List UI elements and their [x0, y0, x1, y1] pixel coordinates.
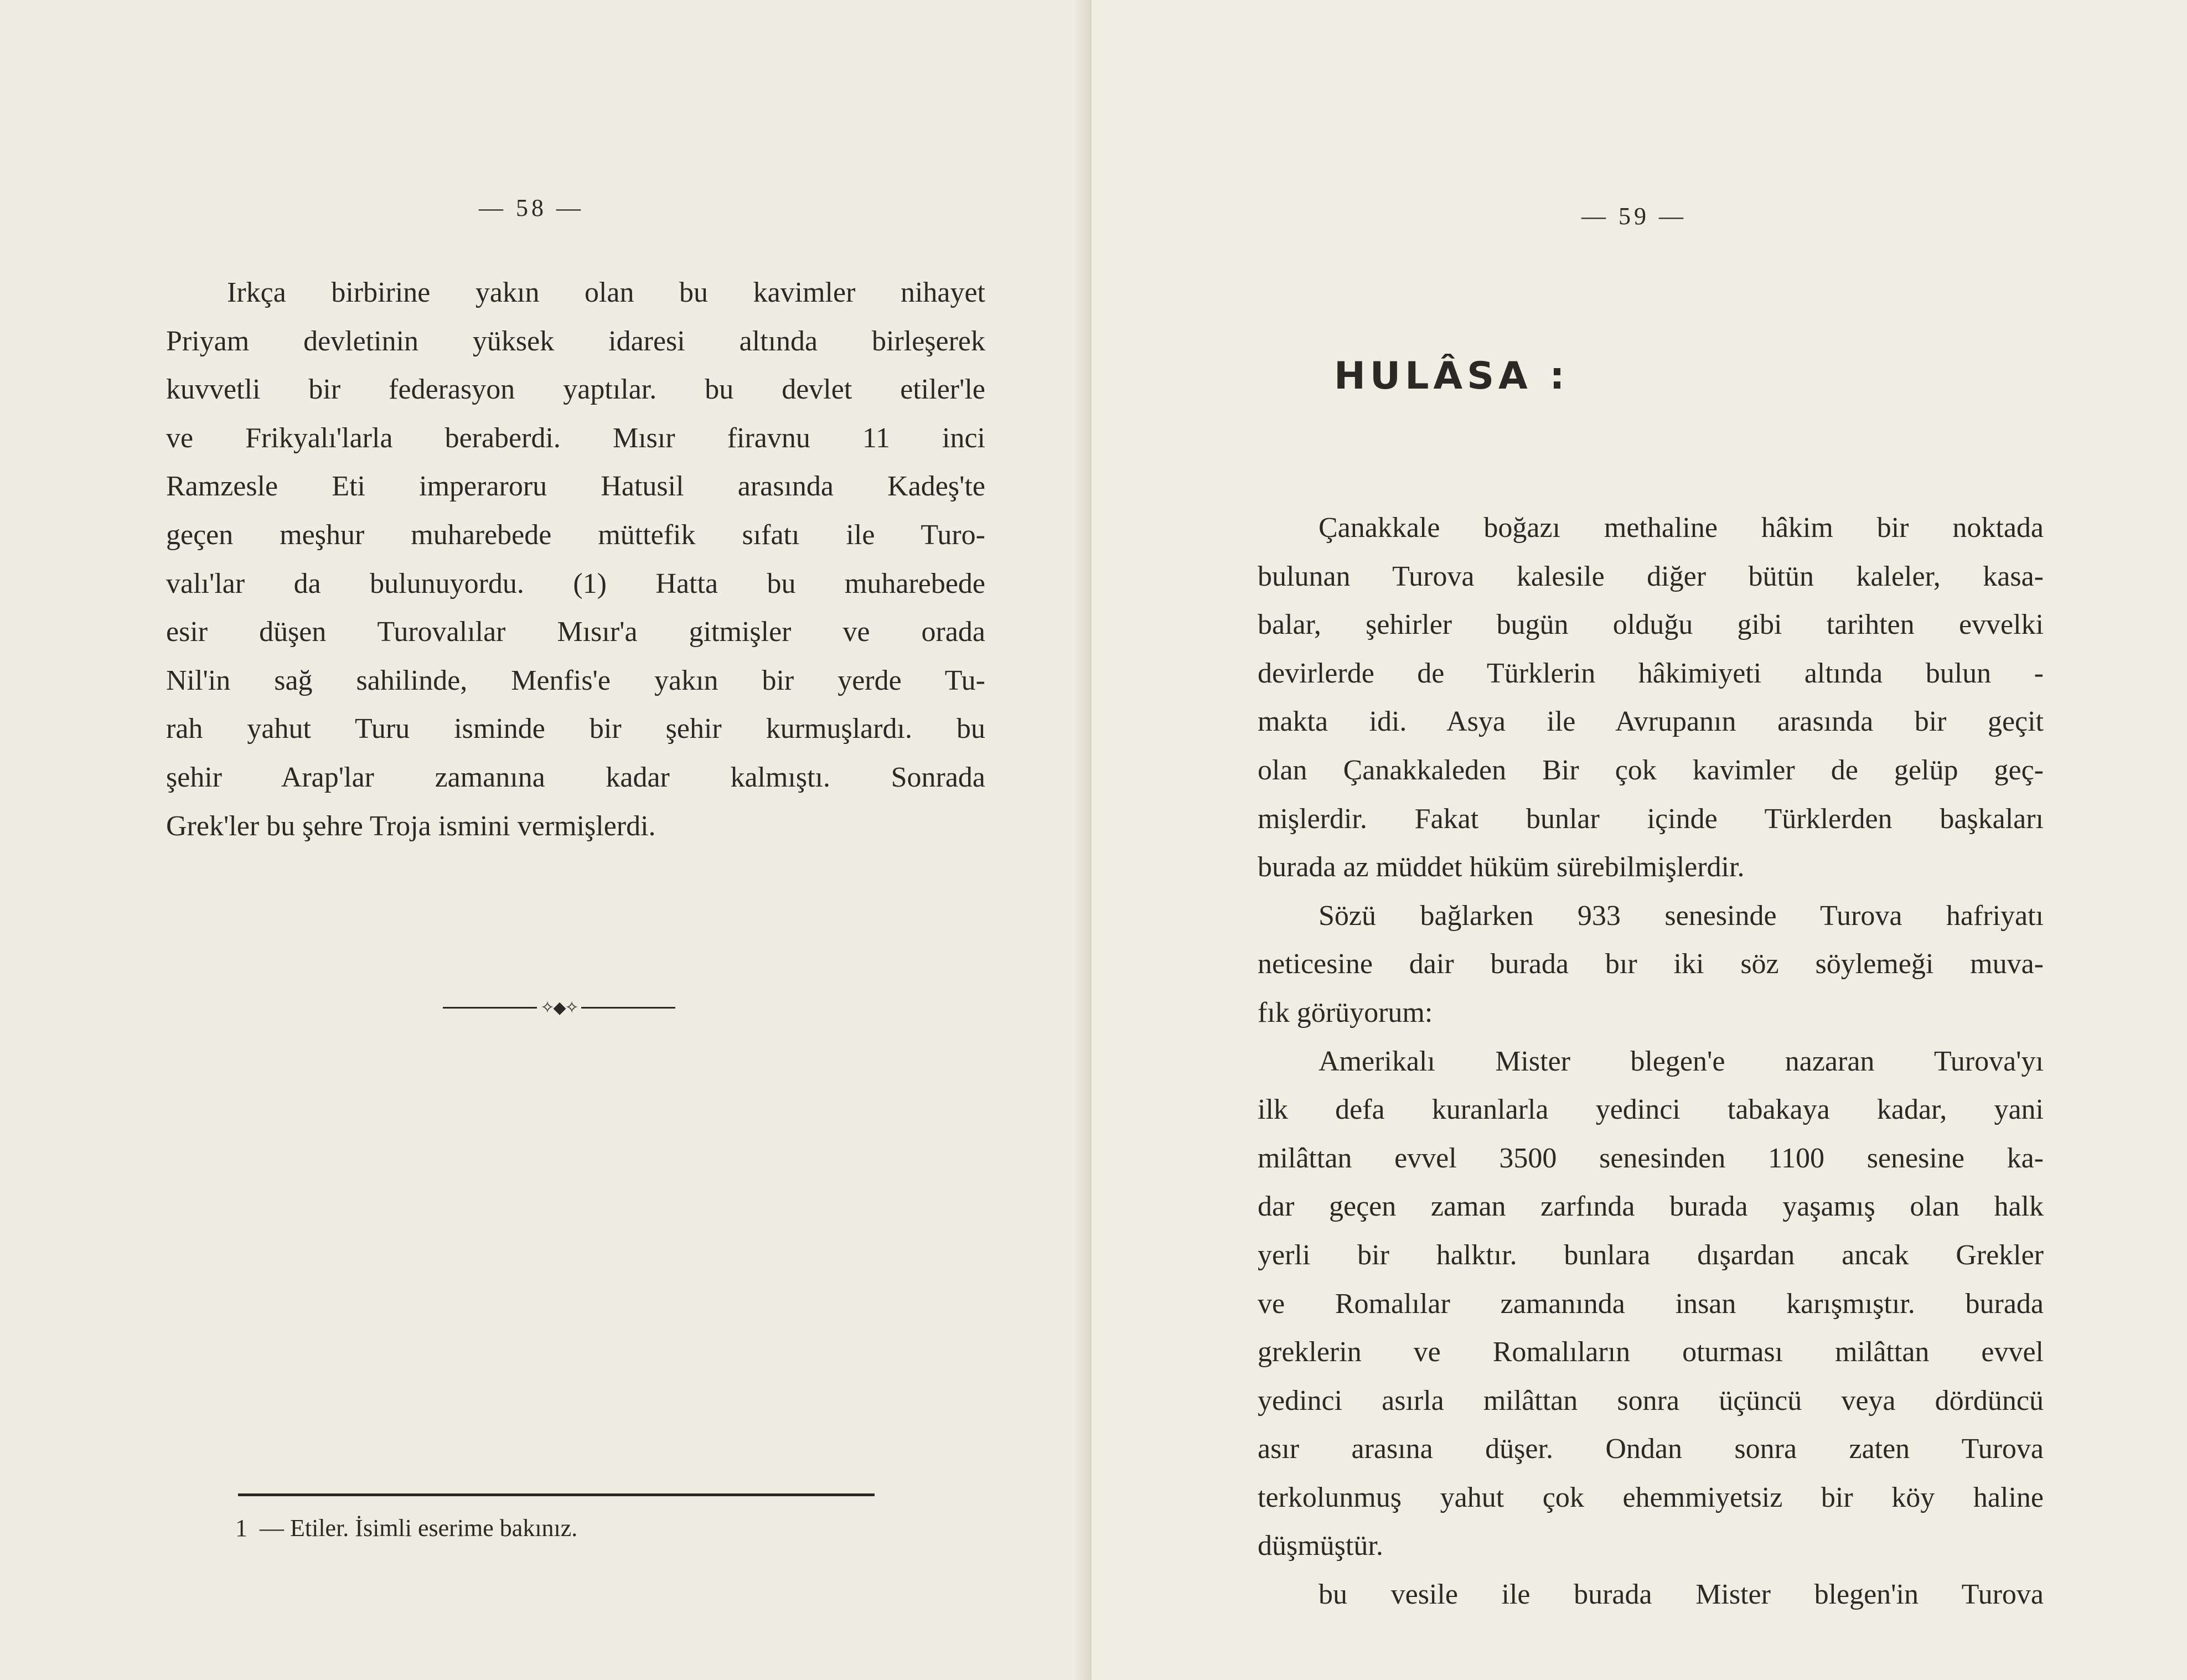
page-number-left: — 58 — — [479, 194, 584, 221]
text-line: terkolunmuş yahut çok ehemmiyetsiz bir köy haline — [1258, 1481, 2044, 1513]
text-line: milâttan evvel 3500 senesinden 1100 senesine ka- — [1258, 1142, 2044, 1174]
left-body-text — [166, 268, 985, 850]
text-line: kuvvetli bir federasyon yaptılar. bu devlet etiler'le — [166, 374, 985, 406]
text-line: rah yahut Turu isminde bir şehir kurmuşlardı. bu — [166, 713, 985, 745]
text-line: olan Çanakkaleden Bir çok kavimler de gelüp geç- — [1258, 754, 2044, 786]
text-line: Grek'ler bu şehre Troja ismini vermişlerdi. — [166, 810, 656, 842]
text-line: valı'lar da bulunuyordu. (1) Hatta bu muharebede — [166, 567, 985, 599]
text-line: greklerin ve Romalıların oturması milâttan evvel — [1258, 1336, 2044, 1368]
text-line: asır arasına düşer. Ondan sonra zaten Turova — [1258, 1433, 2044, 1465]
text-line: makta idi. Asya ile Avrupanın arasında bir geçit — [1258, 706, 2044, 738]
section-divider-ornament — [443, 998, 675, 1017]
text-line: Priyam devletinin yüksek idaresi altında birleşerek — [166, 325, 985, 357]
text-line: ve Frikyalı'larla beraberdi. Mısır firavnu 11 inci — [166, 422, 985, 454]
text-line: ve Romalılar zamanında insan karışmıştır. burada — [1258, 1288, 2044, 1320]
divider-rule-right — [581, 1007, 675, 1009]
left-page — [0, 0, 1092, 1680]
text-line: Irkça birbirine yakın olan bu kavimler nihayet — [227, 277, 985, 308]
right-body-text — [1258, 504, 2044, 1619]
text-line: balar, şehirler bugün olduğu gibi tarihten evvelki — [1258, 609, 2044, 641]
text-line: geçen meşhur muharebede müttefik sıfatı ile Turo- — [166, 519, 985, 551]
text-line: bu vesile ile burada Mister blegen'in Turova — [1319, 1579, 2044, 1611]
text-line: Ramzesle Eti imperaroru Hatusil arasında Kadeş'te — [166, 471, 985, 503]
text-line: dar geçen zaman zarfında burada yaşamış olan halk — [1258, 1191, 2044, 1223]
text-line: mişlerdir. Fakat bunlar içinde Türklerden başkaları — [1258, 803, 2044, 835]
text-line: fık görüyorum: — [1258, 996, 1433, 1028]
text-line: devirlerde de Türklerin hâkimiyeti altında bulun - — [1258, 657, 2044, 689]
footnote: 1 — Etiler. İsimli eserime bakınız. — [235, 1514, 578, 1542]
text-line: Amerikalı Mister blegen'e nazaran Turova'yı — [1319, 1045, 2044, 1077]
footnote-separator — [238, 1493, 875, 1496]
divider-rule-left — [443, 1007, 537, 1009]
text-line: Çanakkale boğazı methaline hâkim bir noktada — [1319, 512, 2044, 544]
text-line: şehir Arap'lar zamanına kadar kalmıştı. Sonrada — [166, 761, 985, 793]
text-line: esir düşen Turovalılar Mısır'a gitmişler ve orada — [166, 616, 985, 648]
text-line: yerli bir halktır. bunlara dışardan ancak Grekler — [1258, 1239, 2044, 1271]
text-line: neticesine dair burada bır iki söz söylemeği muva- — [1258, 948, 2044, 980]
text-line: bulunan Turova kalesile diğer bütün kaleler, kasa- — [1258, 560, 2044, 592]
text-line: Nil'in sağ sahilinde, Menfis'e yakın bir yerde Tu- — [166, 664, 985, 696]
text-line: Sözü bağlarken 933 senesinde Turova hafriyatı — [1319, 900, 2044, 932]
text-line: yedinci asırla milâttan sonra üçüncü veya dördüncü — [1258, 1384, 2044, 1417]
ornament-glyph: ✧◆✧ — [540, 998, 578, 1017]
page-number-right: — 59 — — [1581, 203, 1687, 230]
right-page — [1092, 0, 2187, 1680]
text-line: düşmüştür. — [1258, 1530, 1383, 1562]
text-line: ilk defa kuranlarla yedinci tabakaya kadar, yani — [1258, 1094, 2044, 1126]
text-line: burada az müddet hüküm sürebilmişlerdir. — [1258, 851, 1745, 883]
section-heading: HULÂSA : — [1334, 354, 1569, 398]
